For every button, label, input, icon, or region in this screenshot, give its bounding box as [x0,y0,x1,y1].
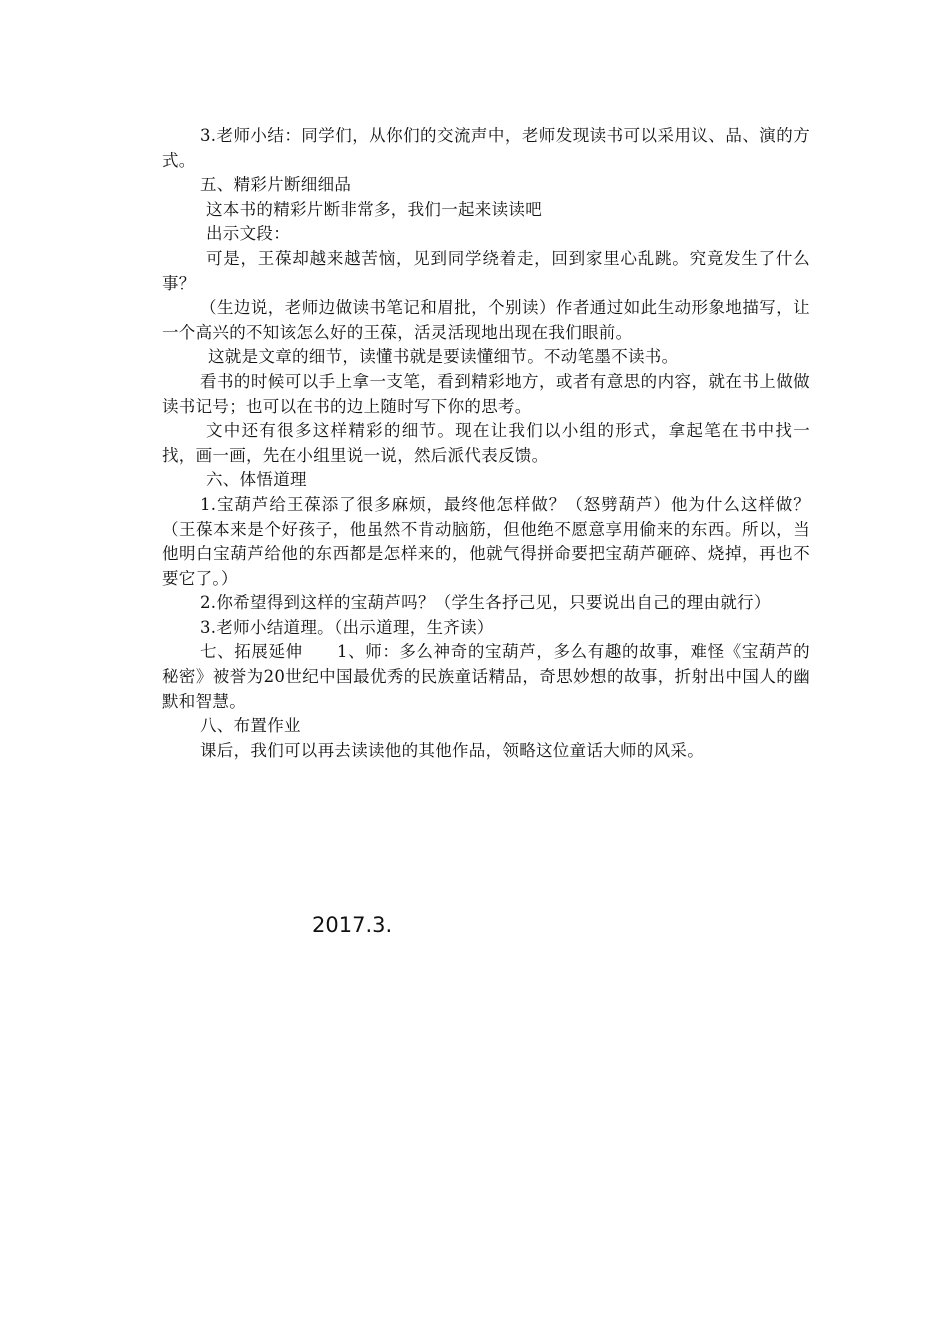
paragraph-question-one: 1.宝葫芦给王葆添了很多麻烦，最终他怎样做？（怒劈葫芦）他为什么这样做？ （王葆本来是个好孩子，他虽然不肯动脑筋，但他绝不愿意享用偷来的东西。所以，当他明白宝葫芦给他的东西都是怎样来的，他就气得拼命要把宝葫芦砸碎、烧掉，再也不要它了。） [162,494,827,588]
paragraph-extension: 七、拓展延伸 1、师：多么神奇的宝葫芦，多么有趣的故事，难怪《宝葫芦的秘密》被誉为20世纪中国最优秀的民族童话精品，奇思妙想的故事，折射出中国人的幽默和智慧。 [162,642,810,711]
document-date: 2017.3. [312,913,393,937]
paragraph-question-two: 2.你希望得到这样的宝葫芦吗？（学生各抒己见，只要说出自己的理由就行） [200,593,771,613]
heading-section-six: 六、体悟道理 [206,470,307,490]
paragraph-show-passage: 出示文段： [206,224,290,244]
paragraph-reading-with-pen: 看书的时候可以手上拿一支笔，看到精彩地方，或者有意思的内容，就在书上做做读书记号；也可以在书的边上随时写下你的思考。 [162,371,810,416]
paragraph-summary-reason: 3.老师小结道理。（出示道理，生齐读） [200,617,494,637]
heading-section-five: 五、精彩片断细细品 [200,175,352,195]
paragraph-group-activity: 文中还有很多这样精彩的细节。现在让我们以小组的形式，拿起笔在书中找一找，画一画，先在小组里说一说，然后派代表反馈。 [162,421,810,465]
paragraph-summary-methods: 3.老师小结：同学们，从你们的交流声中，老师发现读书可以采用议、品、演的方式。 [162,126,810,170]
heading-section-eight: 八、布置作业 [200,716,301,736]
paragraph-reading-notes: （生边说，老师边做读书笔记和眉批，个别读）作者通过如此生动形象地描写，让一个高兴的不知该怎么好的王葆，活灵活现地出现在我们眼前。 [162,298,810,342]
paragraph-homework: 课后，我们可以再去读读他的其他作品，领略这位童话大师的风采。 [200,740,704,760]
document-body [162,124,827,763]
paragraph-passage-quote: 可是，王葆却越来越苦恼，见到同学绕着走，回到家里心乱跳。究竟发生了什么事？ [162,248,810,293]
paragraph-details: 这就是文章的细节，读懂书就是要读懂细节。不动笔墨不读书。 [208,347,679,367]
paragraph-wonderful-passages: 这本书的精彩片断非常多，我们一起来读读吧 [206,199,542,219]
